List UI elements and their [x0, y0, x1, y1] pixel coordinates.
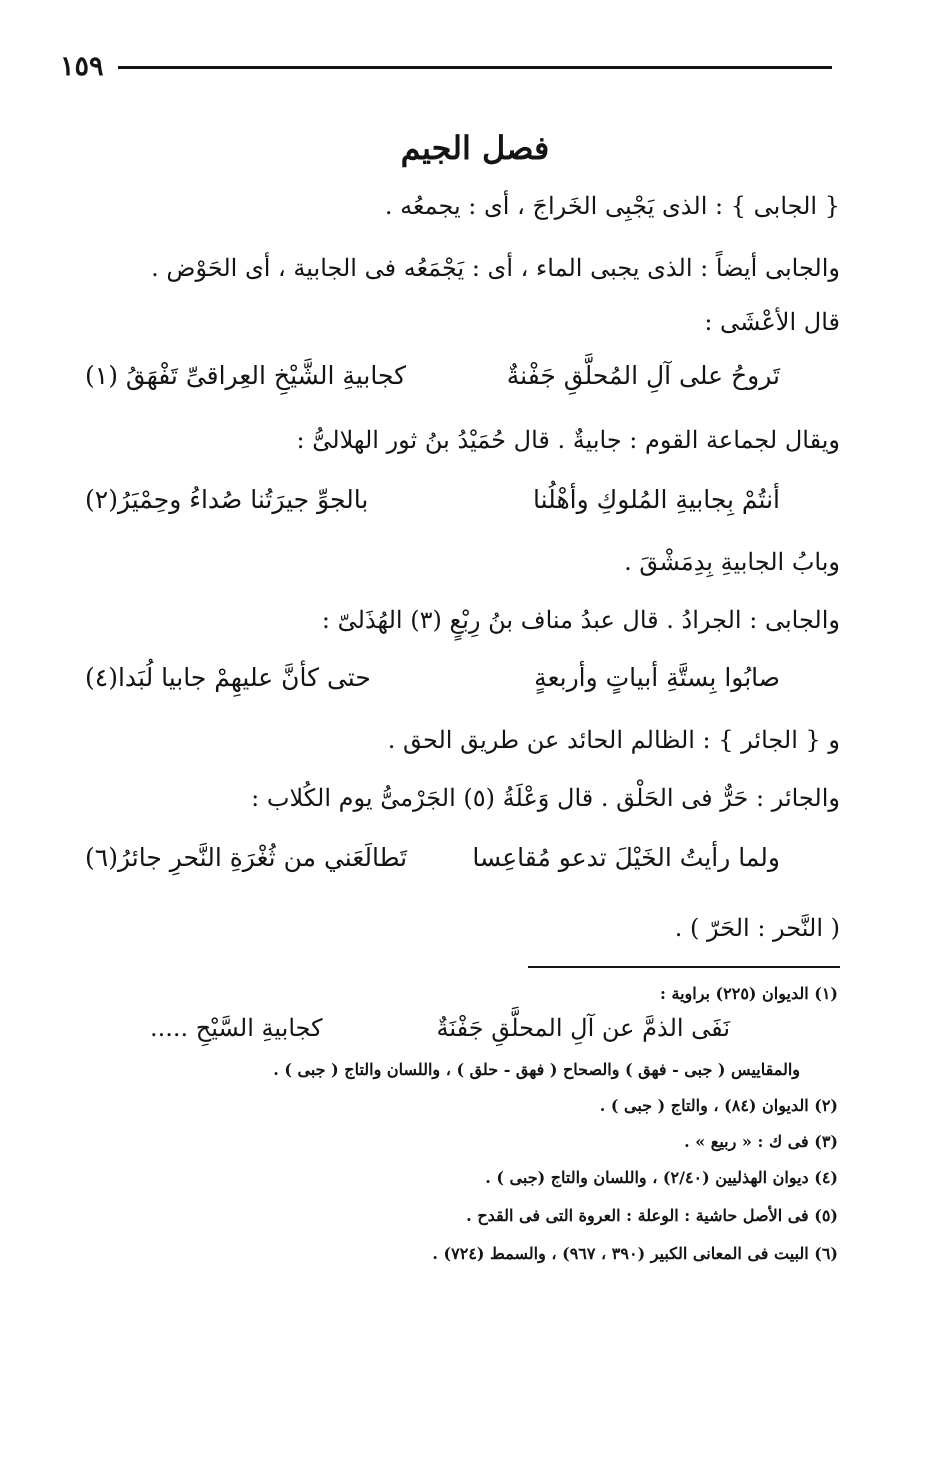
entry-line: والجابى أيضاً : الذى يجبى الماء ، أى : يَجْمَعُه فى الجابية ، أى الحَوْض .	[151, 254, 840, 282]
footnote-verse-second: كجابيةِ السَّيْحِ .....	[150, 1014, 323, 1042]
verse-second-hemistich: كجابيةِ الشَّيْخِ العِراقىِّ تَفْهَقُ (١)	[85, 361, 406, 390]
entry-line: { الجابى } : الذى يَجْبِى الخَراجَ ، أى : يجمعُه .	[384, 192, 840, 220]
verse-second-hemistich: تَطالَعَني من ثُغْرَةِ النَّحرِ جائرُ(٦)	[85, 843, 408, 872]
verse-first-hemistich: تَروحُ على آلِ المُحلَّقِ جَفْنةٌ	[506, 361, 780, 390]
footnote: (٤) ديوان الهذليين (٢/٤٠) ، واللسان والتاج (جبى ) .	[485, 1168, 838, 1187]
verse-first-hemistich: أنتُمْ بِجابيةِ المُلوكِ وأهْلُنا	[533, 485, 780, 514]
entry-line: قال الأعْشَى :	[704, 308, 840, 336]
entry-line: والجائر : حَرٌّ فى الحَلْق . قال وَعْلَةُ (٥) الجَرْمىُّ يوم الكُلاب :	[251, 784, 840, 812]
footnote: والمقاييس ( جبى - فهق ) والصحاح ( فهق - حلق ) ، واللسان والتاج ( جبى ) .	[273, 1060, 800, 1079]
verse-line	[60, 836, 820, 880]
verse-first-hemistich: صابُوا بِستَّةِ أبياتٍ وأربعةٍ	[534, 663, 780, 692]
verse-line	[60, 354, 820, 398]
header-rule	[118, 66, 832, 69]
verse-line	[60, 478, 820, 522]
entry-line: وبابُ الجابيةِ بِدِمَشْقَ .	[624, 548, 840, 576]
footnote: (١) الديوان (٢٢٥) براوية :	[660, 984, 838, 1003]
entry-line: والجابى : الجرادُ . قال عبدُ مناف بنُ رِبْعٍ (٣) الهُذَلىّ :	[321, 606, 840, 634]
footnote: (٣) فى ك : « ربيع » .	[684, 1132, 838, 1151]
verse-second-hemistich: بالجوِّ جيرَتُنا صُداءُ وحِمْيَرُ(٢)	[85, 485, 369, 514]
entry-line: ( النَّحر : الحَرّ ) .	[674, 914, 840, 942]
footnote: (٥) فى الأصل حاشية : الوعلة : العروة التى فى القدح .	[466, 1206, 838, 1225]
footnote-verse	[130, 1008, 730, 1048]
entry-line: و { الجائر } : الظالم الحائد عن طريق الحق .	[387, 726, 840, 754]
footnote-rule	[528, 966, 840, 968]
footnote: (٢) الديوان (٨٤) ، والتاج ( جبى ) .	[599, 1096, 838, 1115]
footnote: (٦) البيت فى المعانى الكبير (٣٩٠ ، ٩٦٧) ، والسمط (٧٢٤) .	[432, 1244, 838, 1263]
verse-line	[60, 656, 820, 700]
footnote-verse-first: نَفَى الذمَّ عن آلِ المحلَّقِ جَفْنَةٌ	[436, 1014, 730, 1042]
page-number: ١٥٩	[60, 51, 104, 82]
section-title: فصل الجيم	[400, 129, 550, 167]
verse-first-hemistich: ولما رأيتُ الخَيْلَ تدعو مُقاعِسا	[472, 843, 780, 872]
verse-second-hemistich: حتى كأنَّ عليهِمْ جابيا لُبَدا(٤)	[85, 663, 371, 692]
entry-line: ويقال لجماعة القوم : جابيةٌ . قال حُمَيْدُ بنُ ثور الهلالىُّ :	[296, 426, 840, 454]
